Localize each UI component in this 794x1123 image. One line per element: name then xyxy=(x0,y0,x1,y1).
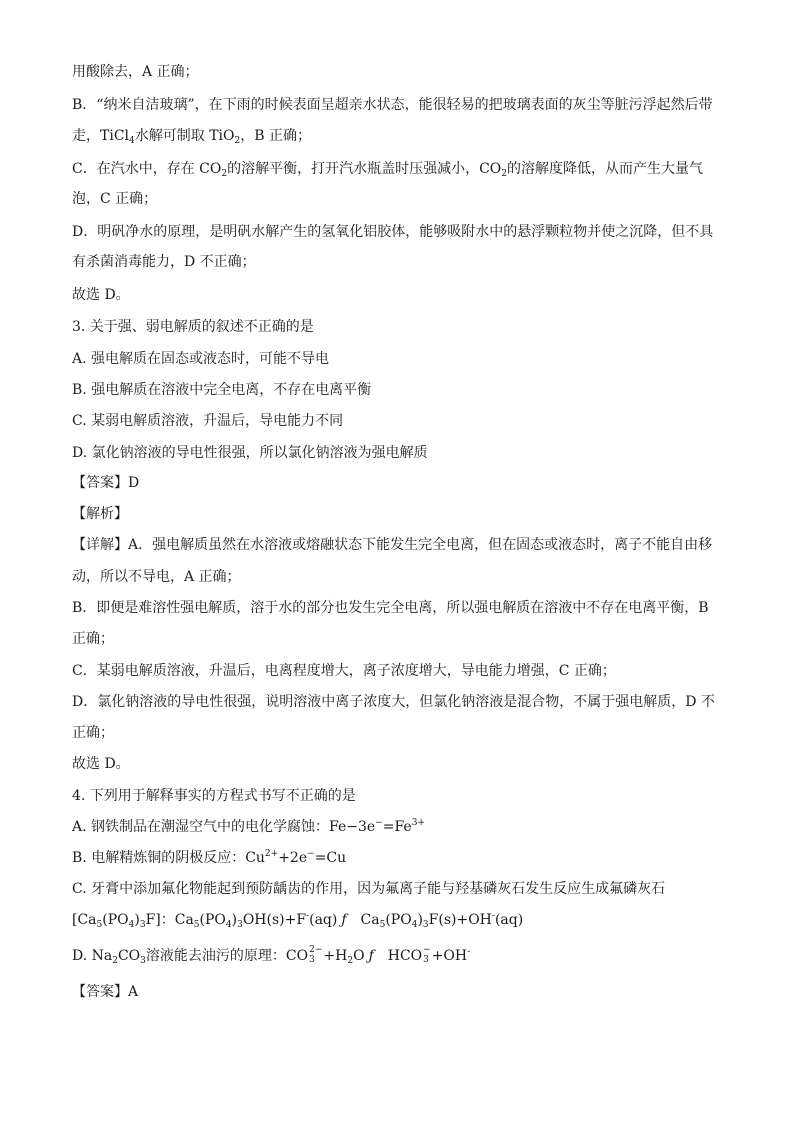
text-line: D．明矾净水的原理，是明矾水解产生的氢氧化铝胶体，能够吸附水中的悬浮颗粒物并使之沉降，但不具 xyxy=(72,224,714,240)
option-c: C. 牙膏中添加氟化物能起到预防龋齿的作用，因为氟离子能与羟基磷灰石发生反应生成氟磷灰石 xyxy=(72,881,666,897)
text-line: 正确； xyxy=(72,631,114,647)
option-b: B. 电解精炼铜的阴极反应：$Cu^{2+}+2e^-=Cu$ xyxy=(72,849,347,866)
text-line: 故选 D。 xyxy=(72,756,130,772)
text-line: 泡，C 正确； xyxy=(72,191,158,207)
text-line: 故选 D。 xyxy=(72,287,130,303)
option-a: A. 钢铁制品在潮湿空气中的电化学腐蚀：$Fe-3e^-=Fe^{3+}$ xyxy=(72,818,425,835)
question-3-stem: 3. 关于强、弱电解质的叙述不正确的是 xyxy=(72,319,314,335)
text-line: 正确； xyxy=(72,725,114,741)
answer-label: 【答案】A xyxy=(72,984,139,1000)
text-line: 动，所以不导电，A 正确； xyxy=(72,569,241,585)
equilibrium-symbol: ƒ xyxy=(368,948,374,964)
text-line: C．在汽水中，存在 $CO_2$的溶解平衡，打开汽水瓶盖时压强减小，$CO_2$的溶解度降低，从而产生大量气 xyxy=(72,161,704,179)
option-d: D. 氯化钠溶液的导电性很强，所以氯化钠溶液为强电解质 xyxy=(72,445,428,461)
text-line: B．即便是难溶性强电解质，溶于水的部分也发生完全电离，所以强电解质在溶液中不存在电离平衡，B xyxy=(72,600,709,616)
text-line: 用酸除去，A 正确； xyxy=(72,64,199,80)
text-line: B．“纳米自洁玻璃”，在下雨的时候表面呈超亲水状态，能很轻易的把玻璃表面的灰尘等脏污浮起然后带 xyxy=(72,97,713,113)
text-line: 有杀菌消毒能力，D 不正确； xyxy=(72,254,256,270)
ion-charge-stack: 2− 3 xyxy=(309,945,323,965)
analysis-label: 【解析】 xyxy=(72,506,128,522)
text-line: D．氯化钠溶液的导电性很强，说明溶液中离子浓度大，但氯化钠溶液是混合物，不属于强电解质，D 不 xyxy=(72,694,715,710)
text-line: 【详解】A．强电解质虽然在水溶液或熔融状态下能发生完全电离，但在固态或液态时，离子不能自由移 xyxy=(72,537,713,553)
option-b: B. 强电解质在溶液中完全电离，不存在电离平衡 xyxy=(72,382,372,398)
chemical-equation: $[Ca_5(PO_4)_3F]$：$Ca_5(PO_4)_3OH(s)+F^-(aq)$ ƒ $Ca_5(PO_4)_3F(s)+OH^-(aq)$ xyxy=(72,911,524,930)
option-c: C. 某弱电解质溶液，升温后，导电能力不同 xyxy=(72,413,344,429)
equilibrium-symbol: ƒ xyxy=(341,912,347,928)
text-line: 走，TiCl$_4$水解可制取 TiO$_2$，B 正确； xyxy=(72,128,311,146)
text-line: C．某弱电解质溶液，升温后，电离程度增大，离子浓度增大，导电能力增强，C 正确； xyxy=(72,663,616,679)
ion-charge-stack: − 3 xyxy=(423,945,431,965)
answer-label: 【答案】D xyxy=(72,475,140,491)
question-4-stem: 4. 下列用于解释事实的方程式书写不正确的是 xyxy=(72,788,356,804)
option-d: D. $Na_2CO_3$溶液能去油污的原理：CO 2− 3 $+H_2O$ ƒ HCO − 3 +OH- xyxy=(72,945,471,966)
option-a: A. 强电解质在固态或液态时，可能不导电 xyxy=(72,351,330,367)
